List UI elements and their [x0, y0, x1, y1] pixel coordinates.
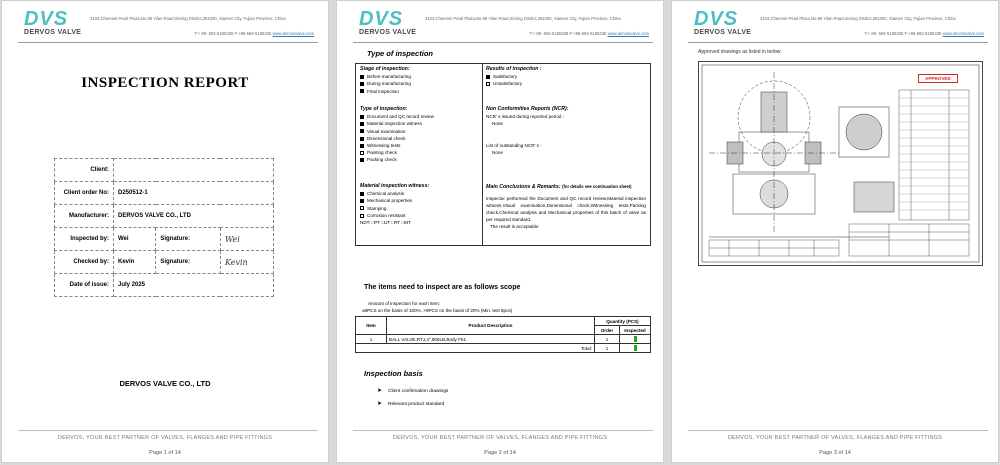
items-header-row	[356, 317, 651, 326]
header-tel: T:+ 86- 592-5185338 F:+86-592-5185335	[864, 31, 942, 36]
checked-box-icon	[360, 129, 364, 133]
checked-label: Checked by:	[55, 251, 114, 274]
checklist-item-label: Dimensional check	[367, 135, 406, 141]
order-label: Client order No:	[55, 182, 114, 205]
header-address: 3104,Chenmei Pearl Plaza,No.99 Yilan Road,Siming District,361000, Xiamen City, Fujian Province, China	[425, 16, 621, 21]
col-quantity: Quantity (PCS)	[595, 317, 651, 326]
ncr-section	[486, 106, 646, 156]
scope-heading: The items need to inspect are as follows scope	[364, 284, 521, 291]
type-heading: Type of inspection:	[360, 106, 408, 112]
checked-box-icon	[360, 115, 364, 119]
checklist-item	[360, 142, 480, 149]
inspected-signature	[220, 228, 273, 251]
results-section	[486, 66, 646, 88]
page-number: Page 3 of 14	[819, 450, 851, 456]
checklist-item-label: Satisfactory	[493, 74, 517, 80]
page-number: Page 2 of 14	[484, 450, 516, 456]
ncr-heading: Non Conformities Reports (NCR):	[486, 106, 569, 112]
col-item: Item	[356, 317, 387, 335]
checklist-item	[486, 80, 646, 87]
total-order: 1	[595, 344, 620, 353]
page-1	[1, 0, 329, 463]
checked-value: Kevin	[114, 251, 156, 274]
page-number: Page 1 of 14	[149, 450, 181, 456]
checked-box-icon	[360, 192, 364, 196]
inspected-mark-icon	[634, 336, 637, 342]
checklist-item-label: Material inspection witness	[367, 121, 422, 127]
unchecked-box-icon	[360, 214, 364, 218]
checked-box-icon	[360, 89, 364, 93]
approved-drawings-caption: Approved drawings as listed in below:	[698, 49, 782, 55]
basis-heading: Inspection basis	[364, 369, 423, 378]
basis-item-label: Client confirmation drawings	[388, 389, 449, 394]
material-heading: Material inspection witness:	[360, 183, 430, 189]
client-value	[114, 159, 274, 182]
type-section	[360, 106, 480, 164]
unchecked-box-icon	[360, 151, 364, 155]
row-item: 1	[356, 335, 387, 344]
total-inspected	[620, 344, 651, 353]
type-list	[360, 113, 480, 163]
checklist-item	[360, 190, 480, 197]
footer-slogan: DERVOS, YOUR BEST PARTNER OF VALVES, FLANGES AND PIPE FITTINGS	[727, 435, 943, 441]
checklist-item-label: Visual examination	[367, 128, 406, 134]
manufacturer-value: DERVOS VALVE CO., LTD	[114, 205, 274, 228]
signature-checked: Kevin	[224, 257, 248, 267]
header-website-link[interactable]: www.dervosvalve.com	[942, 31, 984, 36]
page-2	[336, 0, 664, 463]
signature-inspected: Wei	[224, 234, 240, 244]
logo-subtitle: DERVOS VALVE	[694, 29, 752, 36]
checklist-item-label: Final inspection	[367, 88, 399, 94]
conclusions-section	[486, 183, 646, 230]
client-label: Client:	[55, 159, 114, 182]
row-inspected	[620, 335, 651, 344]
footer-divider	[688, 430, 988, 431]
header-tel: T:+ 86- 592-5185338 F:+86-592-5185335	[194, 31, 272, 36]
checked-box-icon	[360, 158, 364, 162]
page-header	[694, 9, 984, 39]
info-row-client	[55, 159, 274, 182]
checklist-item	[486, 73, 646, 80]
checklist-item	[360, 120, 480, 127]
company-logo: DVS	[24, 8, 69, 30]
checked-box-icon	[360, 122, 364, 126]
signature-label-2: Signature:	[156, 251, 221, 274]
checked-box-icon	[360, 75, 364, 79]
checklist-item	[360, 149, 480, 156]
stage-heading: Stage of inspection:	[360, 66, 410, 72]
results-list	[486, 73, 646, 87]
inspected-label: Inspected by:	[55, 228, 114, 251]
conclusions-heading	[486, 183, 646, 191]
valve-drawing-image	[699, 62, 982, 265]
footer-divider	[353, 430, 653, 431]
ncr-outstanding: List of outstanding NCR' s :	[486, 142, 542, 148]
checklist-item-label: Document and QC record review	[367, 114, 434, 120]
header-divider	[18, 42, 318, 43]
order-value: D250512-1	[114, 182, 274, 205]
technical-drawing	[698, 61, 983, 266]
header-tel: T:+ 86- 592-5185338 F:+86-592-5185335	[529, 31, 607, 36]
checklist-item-label: Corrosion resistant	[367, 212, 406, 218]
amount-note	[362, 300, 513, 314]
header-divider	[353, 42, 653, 43]
ncr-outstanding-value: None	[492, 149, 503, 155]
stage-list	[360, 73, 480, 95]
header-contact	[530, 31, 649, 36]
company-logo: DVS	[359, 8, 404, 30]
info-row-date	[55, 274, 274, 297]
checklist-item	[360, 113, 480, 120]
col-inspected: Inspected	[620, 326, 651, 335]
checklist-item-label: Witnessing tests	[367, 143, 401, 149]
ndt-line: NDT: □PT □UT □RT □MT	[360, 220, 411, 226]
basis-item-label: Relevant product standard	[388, 402, 445, 407]
conclusions-text: Inspector performed the Document and QC record review,Material inspection witness,Visual examination,Dimensional check,Witnessing tests,Packing check,Chemical analysis and Mechanical properties of this batch of valve as per required standard.	[486, 196, 646, 223]
amount-line-2: ≤9PCS on the basis of 100%, >9PCS on the basis of 20% (Min. test 5pcs)	[362, 308, 513, 313]
inspection-box	[355, 63, 651, 246]
conclusions-title: Main Conclusions & Remarks:	[486, 184, 561, 190]
header-website-link[interactable]: www.dervosvalve.com	[272, 31, 314, 36]
approved-stamp: APPROVED	[918, 74, 958, 83]
material-section	[360, 183, 480, 226]
company-logo: DVS	[694, 8, 739, 30]
material-list	[360, 190, 480, 219]
checklist-item-label: Packing check	[367, 157, 397, 163]
conclusions-note: (for details see continuation sheet)	[562, 184, 632, 189]
report-title: INSPECTION REPORT	[81, 75, 249, 91]
arrow-bullet-icon: ➤	[377, 388, 383, 394]
checked-signature	[220, 251, 273, 274]
header-website-link[interactable]: www.dervosvalve.com	[607, 31, 649, 36]
inspected-value: Wei	[114, 228, 156, 251]
footer-divider	[18, 430, 318, 431]
logo-subtitle: DERVOS VALVE	[24, 29, 82, 36]
unchecked-box-icon	[486, 82, 490, 86]
header-contact	[865, 31, 984, 36]
checklist-item	[360, 128, 480, 135]
col-description: Product Description	[387, 317, 595, 335]
unchecked-box-icon	[360, 206, 364, 210]
page-3	[671, 0, 999, 463]
row-description: BALL VALVE,RTJ,4",900LB,Body F51	[387, 335, 595, 344]
header-divider	[688, 42, 988, 43]
checked-box-icon	[360, 199, 364, 203]
col-order: Order	[595, 326, 620, 335]
page-header	[359, 9, 649, 39]
date-label: Date of issue:	[55, 274, 114, 297]
info-row-manufacturer	[55, 205, 274, 228]
info-row-checked	[55, 251, 274, 274]
basis-item	[377, 385, 448, 398]
header-contact	[195, 31, 314, 36]
arrow-bullet-icon: ➤	[377, 401, 383, 407]
checklist-item-label: During manufacturing	[367, 81, 411, 87]
conclusions-result: The result is acceptable	[490, 224, 539, 230]
inspected-mark-icon	[634, 345, 637, 351]
stage-section	[360, 66, 480, 95]
checklist-item-label: Chemical analysis	[367, 191, 405, 197]
basis-list	[377, 385, 448, 411]
checked-box-icon	[360, 82, 364, 86]
logo-subtitle: DERVOS VALVE	[359, 29, 417, 36]
checklist-item-label: Stamping	[367, 205, 387, 211]
info-row-inspected	[55, 228, 274, 251]
checked-box-icon	[360, 137, 364, 141]
column-divider	[482, 64, 483, 245]
checked-box-icon	[486, 75, 490, 79]
amount-line-1: Amount of inspection for each item:	[368, 301, 441, 306]
row-order: 1	[595, 335, 620, 344]
type-of-inspection-heading: Type of inspection	[367, 49, 433, 58]
checklist-item	[360, 135, 480, 142]
date-value: July 2025	[114, 274, 274, 297]
footer-slogan: DERVOS, YOUR BEST PARTNER OF VALVES, FLANGES AND PIPE FITTINGS	[392, 435, 608, 441]
checklist-item	[360, 156, 480, 163]
header-address: 3104,Chenmei Pearl Plaza,No.99 Yilan Road,Siming District,361000, Xiamen City, Fujian Province, China	[760, 16, 956, 21]
items-table	[355, 316, 651, 353]
checklist-item	[360, 80, 480, 87]
checklist-item	[360, 205, 480, 212]
checklist-item	[360, 73, 480, 80]
total-row	[356, 344, 651, 353]
footer-slogan: DERVOS, YOUR BEST PARTNER OF VALVES, FLANGES AND PIPE FITTINGS	[57, 435, 273, 441]
page-header	[24, 9, 314, 39]
results-heading: Results of inspection :	[486, 66, 542, 72]
checklist-item	[360, 197, 480, 204]
total-label: Total:	[356, 344, 595, 353]
ncr-issued: NCR' s issued during reported period :	[486, 114, 564, 120]
ncr-issued-value: None	[492, 121, 503, 127]
company-name: DERVOS VALVE CO., LTD	[119, 379, 211, 388]
manufacturer-label: Manufacturer:	[55, 205, 114, 228]
checklist-item-label: Painting check	[367, 150, 397, 156]
signature-label: Signature:	[156, 228, 221, 251]
checklist-item-label: Mechanical properties	[367, 198, 412, 204]
basis-item	[377, 398, 448, 411]
info-row-order	[55, 182, 274, 205]
checklist-item	[360, 88, 480, 95]
checked-box-icon	[360, 144, 364, 148]
header-address: 3104,Chenmei Pearl Plaza,No.99 Yilan Road,Siming District,361000, Xiamen City, Fujian Province, China	[90, 16, 286, 21]
checklist-item-label: Before manufacturing	[367, 74, 411, 80]
report-info-table	[54, 158, 274, 297]
table-row	[356, 335, 651, 344]
checklist-item-label: Unsatisfactory	[493, 81, 523, 87]
checklist-item	[360, 212, 480, 219]
